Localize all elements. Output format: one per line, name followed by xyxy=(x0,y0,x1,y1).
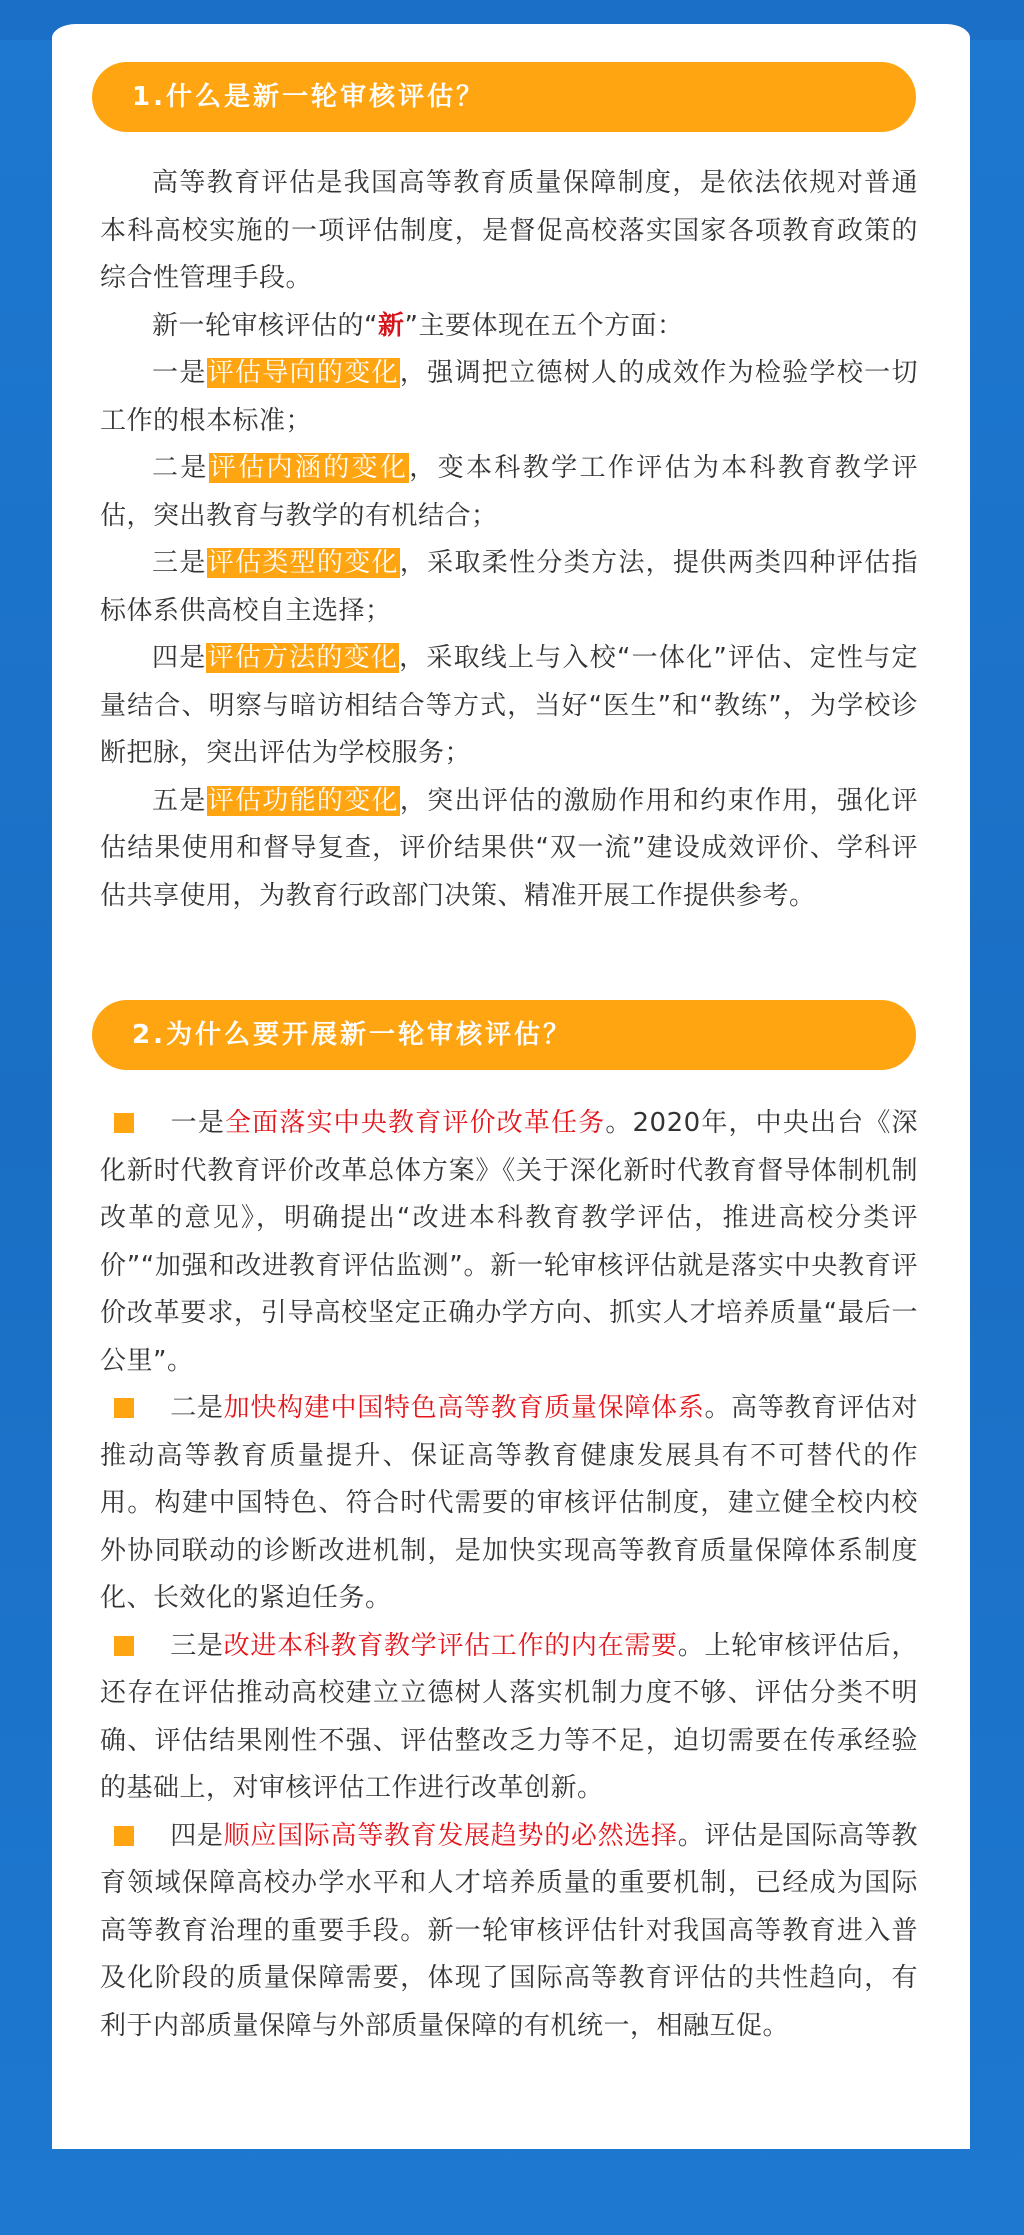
new-line-before: 新一轮审核评估的“ xyxy=(152,310,378,341)
reason-item xyxy=(100,1623,918,1813)
reason-highlight: 顺应国际高等教育发展趋势的必然选择 xyxy=(223,1820,678,1851)
aspect-text: ，采取线上与入校“一体化”评估、定性与定量结合、明察与暗访相结合等方式，当好“医生”和“教练”，为学校诊断把脉，突出评估为学校服务； xyxy=(100,643,918,768)
reason-highlight: 改进本科教育教学评估工作的内在需要 xyxy=(223,1630,678,1661)
orange-square-bullet-icon xyxy=(114,1398,134,1418)
aspect-highlight: 评估导向的变化 xyxy=(207,358,399,388)
orange-square-bullet-icon xyxy=(114,1636,134,1656)
aspect-item xyxy=(100,445,918,540)
section-1-new-line xyxy=(100,303,918,351)
aspect-highlight: 评估内涵的变化 xyxy=(209,453,409,483)
reason-item xyxy=(100,1385,918,1623)
reason-prefix: 二是 xyxy=(170,1393,224,1423)
aspect-highlight: 评估方法的变化 xyxy=(207,643,399,673)
aspect-prefix: 一是 xyxy=(152,358,207,388)
content-card xyxy=(52,24,970,2149)
reason-text: 。上轮审核评估后，还存在评估推动高校建立立德树人落实机制力度不够、评估分类不明确、评估结果刚性不强、评估整改乏力等不足，迫切需要在传承经验的基础上，对审核评估工作进行改革创新。 xyxy=(100,1630,918,1803)
section-1-intro: 高等教育评估是我国高等教育质量保障制度，是依法依规对普通本科高校实施的一项评估制度，是督促高校落实国家各项教育政策的综合性管理手段。 xyxy=(100,168,918,293)
aspect-highlight: 评估类型的变化 xyxy=(207,548,399,578)
new-keyword: 新 xyxy=(377,310,405,341)
section-2-title: 2.为什么要开展新一轮审核评估？ xyxy=(92,1000,916,1070)
reason-text: 。高等教育评估对推动高等教育质量提升、保证高等教育健康发展具有不可替代的作用。构建中国特色、符合时代需要的审核评估制度，建立健全校内校外协同联动的诊断改进机制，是加快实现高等教育质量保障体系制度化、长效化的紧迫任务。 xyxy=(100,1393,918,1613)
aspect-text: ，突出评估的激励作用和约束作用，强化评估结果使用和督导复查，评价结果供“双一流”建设成效评价、学科评估共享使用，为教育行政部门决策、精准开展工作提供参考。 xyxy=(100,785,918,911)
orange-square-bullet-icon xyxy=(114,1113,134,1133)
reason-highlight: 全面落实中央教育评价改革任务 xyxy=(225,1108,606,1138)
aspect-text: ，采取柔性分类方法，提供两类四种评估指标体系供高校自主选择； xyxy=(100,548,918,626)
aspect-item xyxy=(100,540,918,635)
aspect-highlight: 评估功能的变化 xyxy=(207,785,399,816)
reason-item xyxy=(100,1813,918,2051)
aspect-text: ，变本科教学工作评估为本科教育教学评估，突出教育与教学的有机结合； xyxy=(100,453,918,531)
aspect-prefix: 四是 xyxy=(152,643,207,673)
aspect-prefix: 五是 xyxy=(152,785,207,816)
reason-prefix: 一是 xyxy=(170,1108,225,1138)
orange-square-bullet-icon xyxy=(114,1826,134,1846)
reason-text: 。2020年，中央出台《深化新时代教育评价改革总体方案》《关于深化新时代教育督导体制机制改革的意见》，明确提出“改进本科教育教学评估，推进高校分类评价”“加强和改进教育评估监测”。新一轮审核评估就是落实中央教育评价改革要求，引导高校坚定正确办学方向、抓实人才培养质量“最后一公里”。 xyxy=(100,1108,918,1376)
aspect-prefix: 三是 xyxy=(152,548,207,578)
aspect-item xyxy=(100,350,918,445)
aspect-text: ，强调把立德树人的成效作为检验学校一切工作的根本标准； xyxy=(100,358,918,436)
aspect-prefix: 二是 xyxy=(152,453,209,483)
reason-text: 。评估是国际高等教育领域保障高校办学水平和人才培养质量的重要机制，已经成为国际高等教育治理的重要手段。新一轮审核评估针对我国高等教育进入普及化阶段的质量保障需要，体现了国际高等教育评估的共性趋向，有利于内部质量保障与外部质量保障的有机统一，相融互促。 xyxy=(100,1820,918,2041)
section-2-body xyxy=(100,1100,918,2050)
new-line-after: ”主要体现在五个方面： xyxy=(404,310,684,341)
reason-prefix: 三是 xyxy=(170,1630,224,1661)
section-1-body xyxy=(100,160,918,920)
reason-highlight: 加快构建中国特色高等教育质量保障体系 xyxy=(223,1393,705,1423)
aspect-item xyxy=(100,635,918,778)
reason-item xyxy=(100,1100,918,1385)
aspect-item xyxy=(100,778,918,921)
section-1-title: 1.什么是新一轮审核评估？ xyxy=(92,62,916,132)
reason-prefix: 四是 xyxy=(170,1820,224,1851)
